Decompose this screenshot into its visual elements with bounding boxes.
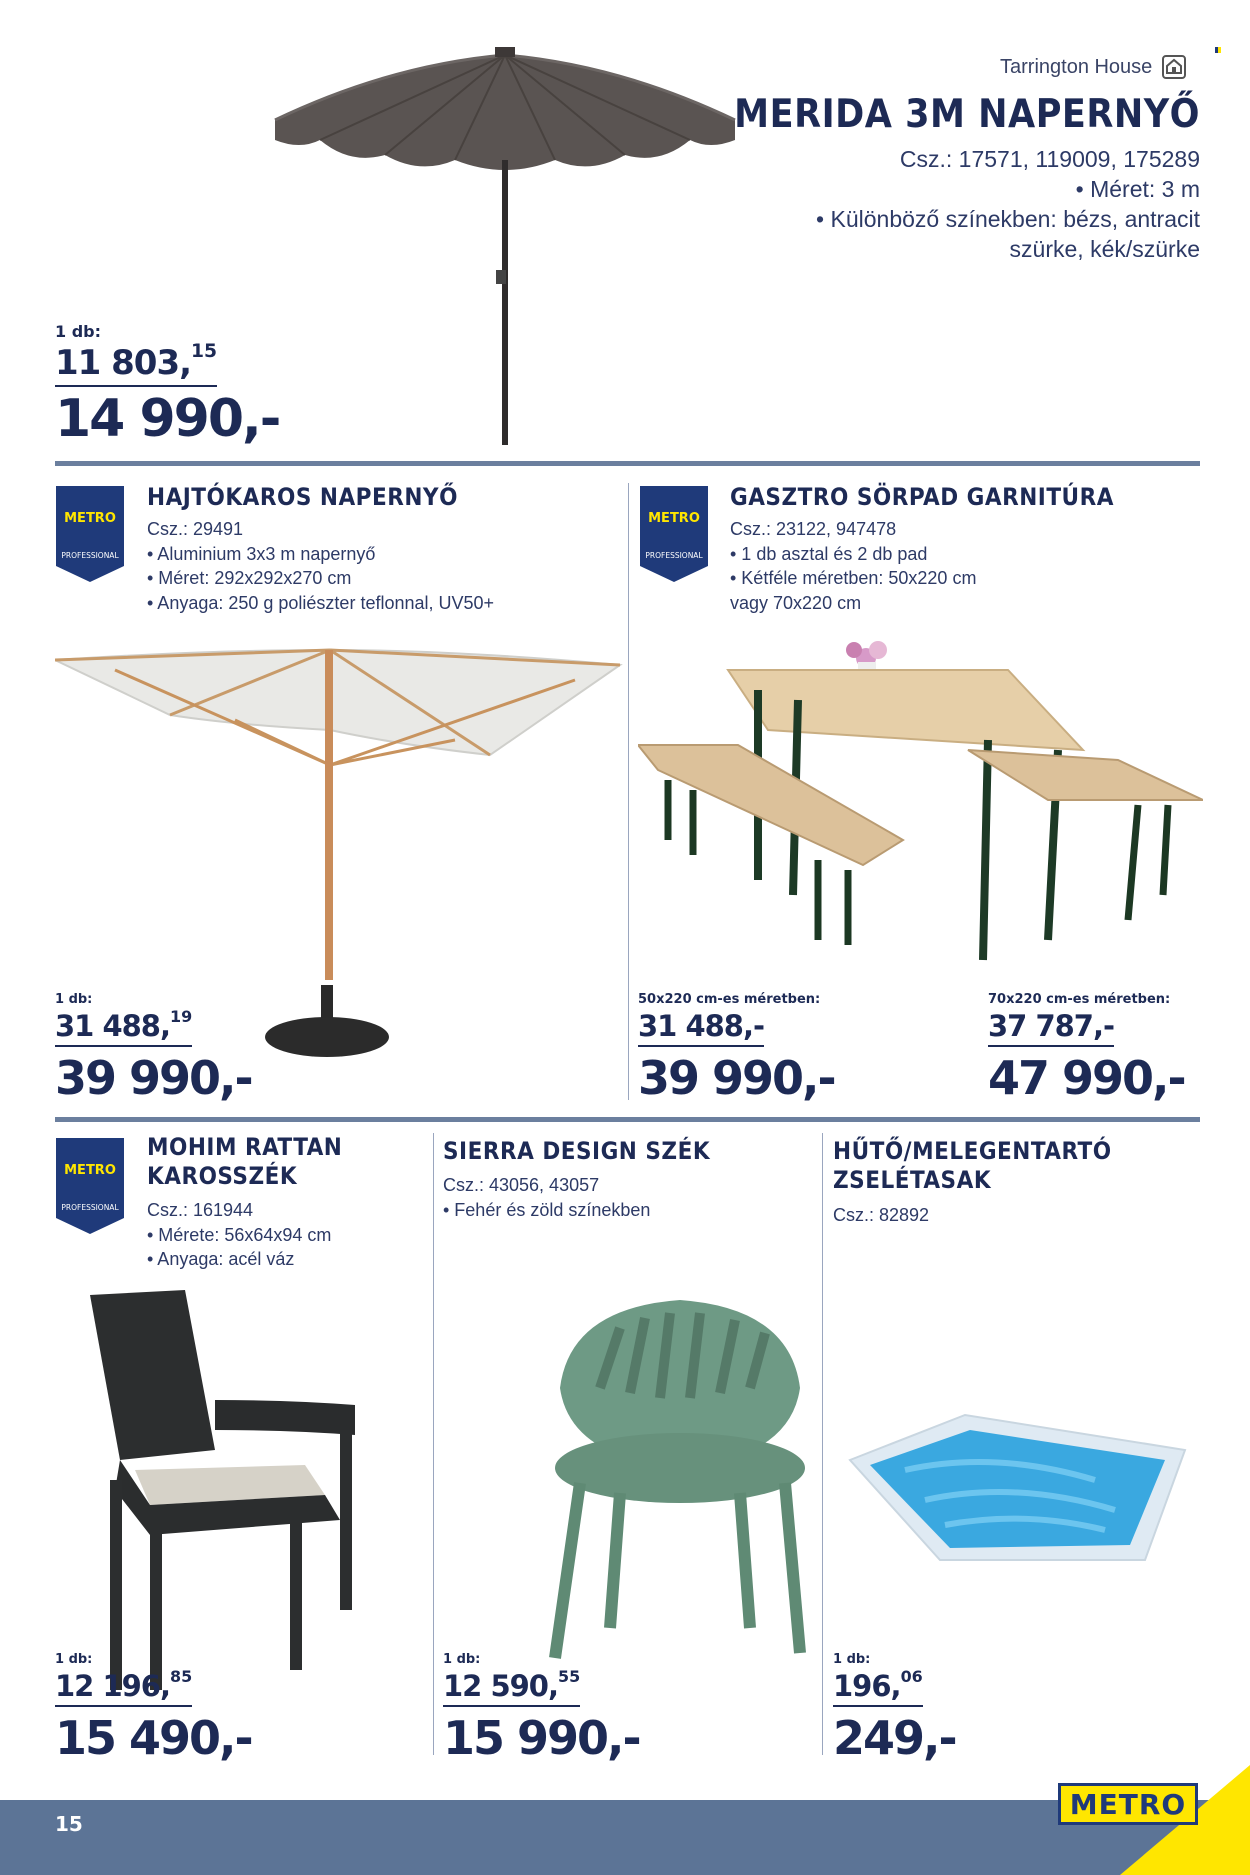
price-block-zseletasak [833, 1652, 956, 1765]
column-divider [822, 1133, 823, 1755]
merida-umbrella-image [270, 45, 740, 445]
quantity-label: 50x220 cm-es méretben: [638, 992, 821, 1007]
svg-text:PROFESSIONAL: PROFESSIONAL [61, 1203, 119, 1212]
gross-price: 15 990,- [443, 1711, 640, 1765]
spec-line: • Különböző színekben: bézs, antracit [816, 206, 1200, 232]
spec-line: • Méret: 3 m [1075, 176, 1200, 202]
spec-line: Csz.: 43056, 43057 [443, 1175, 600, 1195]
net-price: 12 590,55 [443, 1669, 580, 1707]
product-specs-gasztro [730, 517, 976, 615]
svg-text:METRO: METRO [64, 511, 116, 526]
house-icon [1162, 55, 1186, 79]
spec-line: • Anyaga: 250 g poliészter teflonnal, UV50+ [147, 592, 495, 613]
price-block-mohim [55, 1652, 252, 1765]
net-price: 11 803,15 [55, 343, 217, 387]
quantity-label: 1 db: [55, 992, 93, 1007]
brand-line [1000, 55, 1186, 79]
product-title-mohim: MOHIM RATTAN KAROSSZÉK [147, 1133, 343, 1190]
product-title-hajtokaros: HAJTÓKAROS NAPERNYŐ [147, 483, 458, 511]
spec-line: • Anyaga: acél váz [147, 1249, 295, 1269]
gross-price: 39 990,- [55, 1051, 252, 1105]
metro-professional-badge [640, 486, 708, 582]
metro-logo-text: METRO [1069, 1787, 1187, 1821]
gross-price: 15 490,- [55, 1711, 252, 1765]
product-title-merida: MERIDA 3M NAPERNYŐ [734, 92, 1200, 137]
gross-price: 14 990,- [55, 389, 280, 449]
price-block-merida [55, 322, 279, 449]
product-title-zseletasak: HŰTŐ/MELEGENTARTÓ ZSELÉTASAK [833, 1137, 1112, 1194]
net-price: 196,06 [833, 1669, 923, 1707]
product-title-gasztro: GASZTRO SÖRPAD GARNITÚRA [730, 483, 1114, 511]
gross-price: 47 990,- [988, 1051, 1185, 1105]
spec-line: • 1 db asztal és 2 db pad [730, 543, 928, 564]
flag-mark [1215, 38, 1221, 44]
spec-line: Csz.: 161944 [147, 1200, 254, 1220]
spec-line: • Méret: 292x292x270 cm [147, 568, 352, 588]
product-specs-hajtokaros [147, 517, 494, 615]
spec-line: • Kétféle méretben: 50x220 cm [730, 568, 977, 588]
brand-name: Tarrington House [1000, 55, 1153, 78]
section-divider [55, 1117, 1200, 1122]
svg-text:PROFESSIONAL: PROFESSIONAL [645, 551, 703, 560]
quantity-label: 1 db: [55, 1652, 93, 1667]
quantity-label: 1 db: [55, 322, 102, 341]
metro-professional-badge [56, 486, 124, 582]
spec-line: vagy 70x220 cm [730, 592, 862, 613]
page-number: 15 [55, 1812, 83, 1836]
sierra-chair-image [540, 1298, 820, 1678]
spec-line: Csz.: 82892 [833, 1205, 930, 1225]
gross-price: 249,- [833, 1711, 956, 1765]
price-block-hajtokaros [55, 992, 252, 1105]
net-price: 31 488,- [638, 1009, 764, 1047]
metro-logo [1058, 1783, 1198, 1825]
spec-line: Csz.: 29491 [147, 519, 244, 539]
column-divider [433, 1133, 434, 1755]
price-block-gasztro-50 [638, 992, 835, 1105]
spec-line: • Aluminium 3x3 m napernyő [147, 543, 376, 564]
spec-line: • Fehér és zöld színekben [443, 1199, 651, 1220]
gel-pack-image [845, 1410, 1190, 1570]
quantity-label: 1 db: [833, 1652, 871, 1667]
gasztro-beer-set-image [638, 640, 1203, 980]
product-specs-zseletasak [833, 1203, 929, 1228]
spec-line: szürke, kék/szürke [1009, 236, 1200, 262]
gross-price: 39 990,- [638, 1051, 835, 1105]
product-specs-sierra [443, 1173, 650, 1222]
net-price: 31 488,19 [55, 1009, 192, 1047]
price-block-sierra [443, 1652, 640, 1765]
spec-line: • Mérete: 56x64x94 cm [147, 1224, 332, 1245]
product-specs-merida [816, 144, 1200, 264]
mohim-rattan-chair-image [90, 1290, 360, 1700]
product-title-sierra: SIERRA DESIGN SZÉK [443, 1137, 711, 1165]
quantity-label: 1 db: [443, 1652, 481, 1667]
column-divider [628, 483, 629, 1100]
net-price: 12 196,85 [55, 1669, 192, 1707]
metro-professional-badge [56, 1138, 124, 1234]
spec-line: Csz.: 23122, 947478 [730, 519, 897, 539]
price-block-gasztro-70 [988, 992, 1185, 1105]
section-divider [55, 461, 1200, 466]
product-specs-mohim [147, 1198, 331, 1272]
svg-text:METRO: METRO [64, 1163, 116, 1178]
net-price: 37 787,- [988, 1009, 1114, 1047]
quantity-label: 70x220 cm-es méretben: [988, 992, 1171, 1007]
svg-text:PROFESSIONAL: PROFESSIONAL [61, 551, 119, 560]
spec-line: Csz.: 17571, 119009, 175289 [899, 146, 1200, 172]
svg-text:METRO: METRO [648, 511, 700, 526]
